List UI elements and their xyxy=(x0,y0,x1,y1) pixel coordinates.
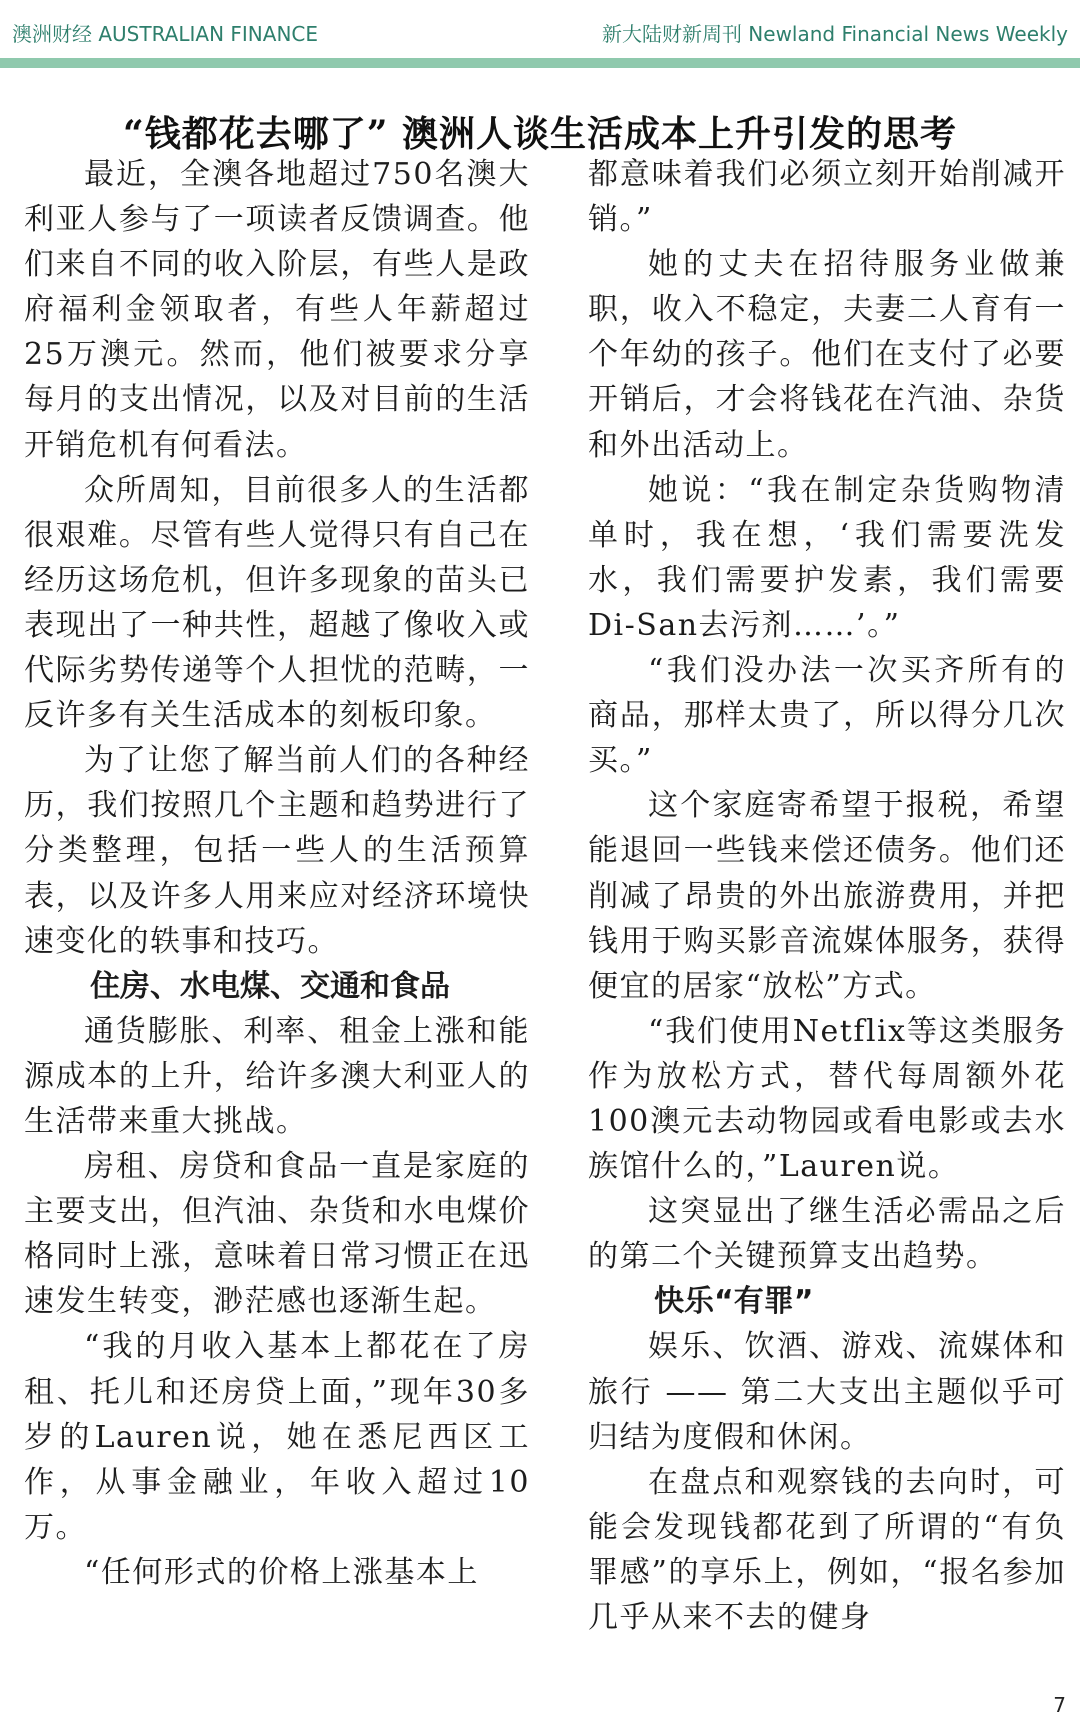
article-title: “钱都花去哪了” 澳洲人谈生活成本上升引发的思考 xyxy=(123,113,957,156)
paragraph: “我的月收入基本上都花在了房租、托儿和还房贷上面，”现年30多岁的Lauren说，她在悉尼西区工作，从事金融业，年收入超过10万。 xyxy=(24,1329,530,1545)
section-heading: 快乐“有罪” xyxy=(654,1284,814,1320)
paragraph: 她的丈夫在招待服务业做兼职，收入不稳定，夫妻二人育有一个年幼的孩子。他们在支付了必要开销后，才会将钱花在汽油、杂货和外出活动上。 xyxy=(588,247,1066,463)
paragraph: “我们没办法一次买齐所有的商品，那样太贵了，所以得分几次买。” xyxy=(588,653,1066,779)
paragraph: “任何形式的价格上涨基本上 xyxy=(84,1554,479,1590)
paragraph: 房租、房贷和食品一直是家庭的主要支出，但汽油、杂货和水电煤价格同时上涨，意味着日常习惯正在迅速发生转变，渺茫感也逐渐生起。 xyxy=(24,1149,530,1320)
left-column xyxy=(24,152,530,1595)
paragraph: 为了让您了解当前人们的各种经历，我们按照几个主题和趋势进行了分类整理，包括一些人的生活预算表，以及许多人用来应对经济环境快速变化的轶事和技巧。 xyxy=(24,743,530,959)
paragraph: 众所周知，目前很多人的生活都很艰难。尽管有些人觉得只有自己在经历这场危机，但许多现象的苗头已表现出了一种共性，超越了像收入或代际劣势传递等个人担忧的范畴，一反许多有关生活成本的刻板印象。 xyxy=(24,472,530,734)
paragraph: 在盘点和观察钱的去向时，可能会发现钱都花到了所谓的“有负罪感”的享乐上，例如，“报名参加几乎从来不去的健身 xyxy=(588,1464,1066,1635)
section-heading: 住房、水电煤、交通和食品 xyxy=(90,968,450,1004)
paragraph: 最近，全澳各地超过750名澳大利亚人参与了一项读者反馈调查。他们来自不同的收入阶层，有些人是政府福利金领取者，有些人年薪超过25万澳元。然而，他们被要求分享每月的支出情况，以及对目前的生活开销危机有何看法。 xyxy=(24,157,530,463)
header-divider xyxy=(0,58,1080,68)
page-number: 7 xyxy=(1053,1693,1066,1717)
page-header xyxy=(0,0,1080,60)
section-label: 澳洲财经 AUSTRALIAN FINANCE xyxy=(12,22,319,46)
paragraph: 这突显出了继生活必需品之后的第二个关键预算支出趋势。 xyxy=(588,1194,1066,1275)
paragraph: “我们使用Netflix等这类服务作为放松方式，替代每周额外花100澳元去动物园或看电影或去水族馆什么的，”Lauren说。 xyxy=(588,1013,1066,1185)
paragraph: 娱乐、饮酒、游戏、流媒体和旅行 —— 第二大支出主题似乎可归结为度假和休闲。 xyxy=(588,1329,1066,1455)
paragraph: 她说：“我在制定杂货购物清单时，我在想，‘我们需要洗发水，我们需要护发素，我们需要Di-San去污剂……’。” xyxy=(588,472,1066,643)
paragraph: 这个家庭寄希望于报税，希望能退回一些钱来偿还债务。他们还削减了昂贵的外出旅游费用，并把钱用于购买影音流媒体服务，获得便宜的居家“放松”方式。 xyxy=(588,788,1066,1004)
paragraph: 都意味着我们必须立刻开始削减开销。” xyxy=(588,157,1066,238)
right-column xyxy=(588,152,1066,1640)
publication-name: 新大陆财新周刊 Newland Financial News Weekly xyxy=(601,22,1068,46)
paragraph: 通货膨胀、利率、租金上涨和能源成本的上升，给许多澳大利亚人的生活带来重大挑战。 xyxy=(24,1013,530,1139)
